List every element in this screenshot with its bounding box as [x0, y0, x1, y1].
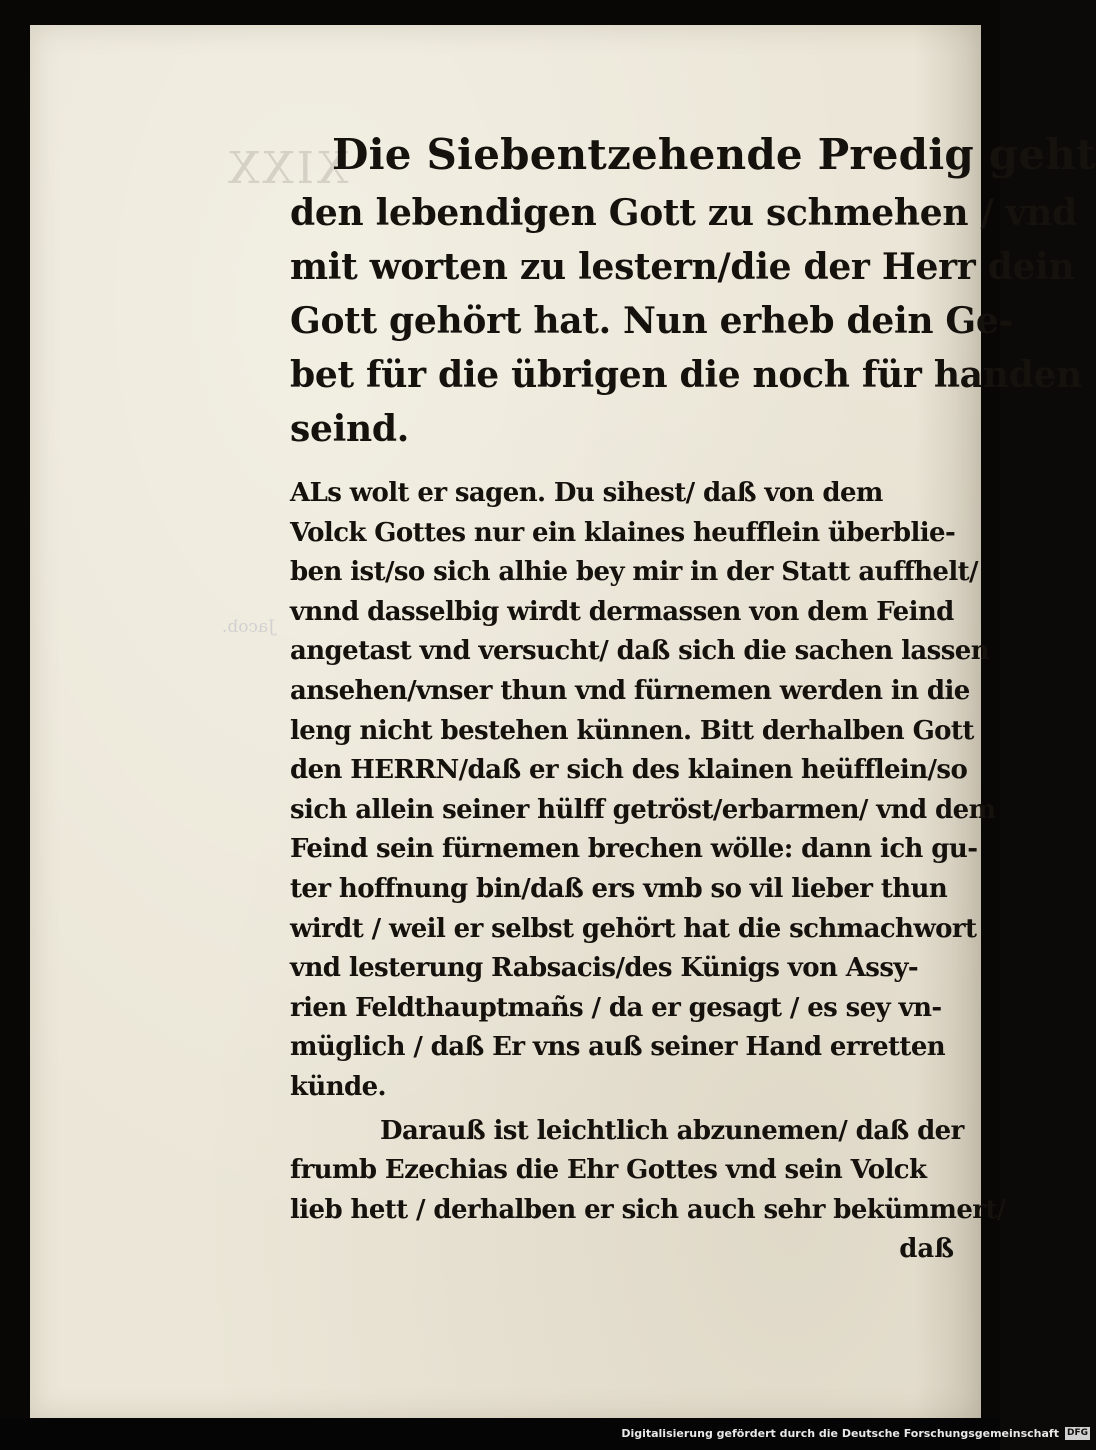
text-line: vnd lesterung Rabsacis/des Künigs von Assy- [290, 953, 919, 984]
text-line: ansehen/vnser thun vnd fürnemen werden in die [290, 675, 970, 706]
text-line: Volck Gottes nur ein klaines heufflein überblie- [290, 517, 956, 548]
text-line: sich allein seiner hülff getröst/erbarmen/ vnd dem [290, 794, 996, 825]
text-line: Darauß ist leichtlich abzunemen/ daß der [380, 1115, 964, 1146]
text-line: frumb Ezechias die Ehr Gottes vnd sein Volck [290, 1155, 927, 1186]
funding-notice: Digitalisierung gefördert durch die Deutsche Forschungsgemeinschaft [621, 1427, 1059, 1440]
dfg-logo-icon: DFG [1066, 1428, 1088, 1438]
quotation-line: bet für die übrigen die noch für handen [290, 354, 1082, 396]
quotation-line: den lebendigen Gott zu schmehen / vnd [290, 192, 1077, 234]
bleed-through-margin-note: Jacob. [222, 617, 275, 637]
text-line: vnnd dasselbig wirdt dermassen von dem Feind [290, 596, 954, 627]
text-line: angetast vnd versucht/ daß sich die sachen lassen [290, 636, 989, 667]
page-text [290, 124, 1096, 1269]
text-line: ALs wolt er sagen. Du sihest/ daß von dem [290, 478, 883, 508]
text-line: Feind sein fürnemen brechen wölle: dann ich gu- [290, 834, 978, 865]
text-line: ben ist/so sich alhie bey mir in der Statt auffhelt/ [290, 557, 978, 588]
text-line: müglich / daß Er vns auß seiner Hand erretten [290, 1032, 946, 1063]
text-line: leng nicht bestehen künnen. Bitt derhalben Gott [290, 715, 974, 746]
text-line: ter hoffnung bin/daß ers vmb so vil lieber thun [290, 873, 948, 904]
catchword: daß [899, 1234, 954, 1265]
paragraph-1 [290, 474, 996, 1108]
text-line: künde. [290, 1071, 386, 1102]
quotation-line: mit worten zu lestern/die der Herr dein [290, 246, 1075, 288]
quotation-line: seind. [290, 408, 409, 450]
running-head: Die Siebentzehende Predig geht [332, 130, 1096, 179]
bleed-through-text: XIXX [225, 143, 349, 194]
text-line: lieb hett / derhalben er sich auch sehr bekümmert/ [290, 1194, 1006, 1225]
paragraph-2 [290, 1112, 1006, 1231]
quotation-line: Gott gehört hat. Nun erheb dein Ge- [290, 300, 1014, 342]
quotation-block [290, 186, 1082, 456]
text-line: wirdt / weil er selbst gehört hat die schmachwort [290, 913, 977, 944]
text-line: rien Feldthauptmañs / da er gesagt / es sey vn- [290, 992, 942, 1023]
text-line: den HERRN/daß er sich des klainen heüfflein/so [290, 755, 968, 786]
